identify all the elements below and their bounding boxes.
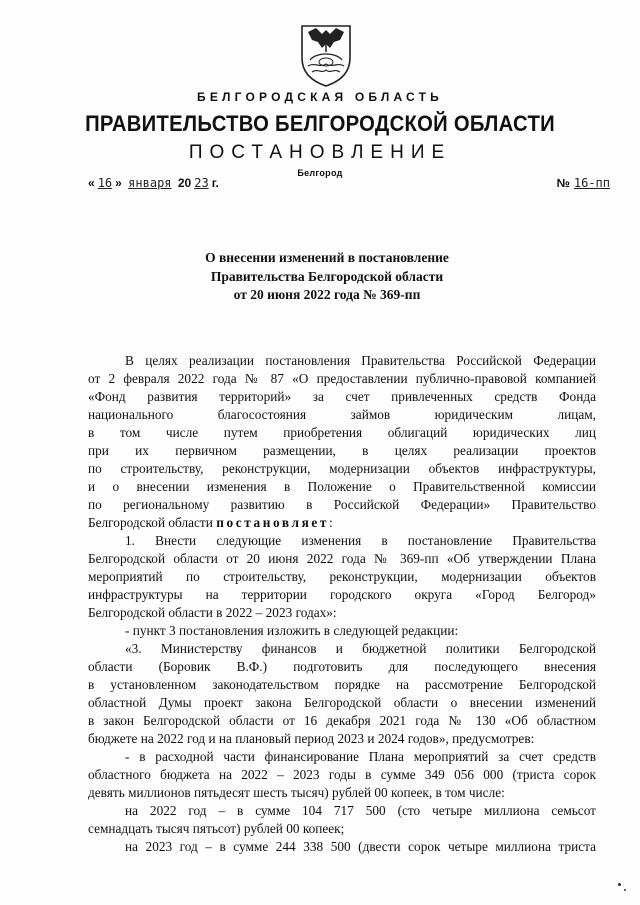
body-line: - в расходной части финансирование Плана мероприятий за счет средств: [125, 749, 596, 764]
city-name: Белгород: [297, 168, 343, 178]
subject-line: от 20 июня 2022 года № 369-пп: [233, 287, 421, 302]
body-line: - пункт 3 постановления изложить в следующей редакции:: [125, 623, 459, 638]
date-year-suffix: 23: [194, 176, 209, 190]
government-title: ПРАВИТЕЛЬСТВО БЕЛГОРОДСКОЙ ОБЛАСТИ: [85, 111, 555, 136]
resolves-word: постановляет: [216, 515, 330, 530]
date-year-prefix: 20: [177, 176, 192, 190]
document-date: [88, 176, 219, 190]
scan-speck: [624, 889, 626, 891]
document-body: [88, 352, 596, 856]
body-line: в том числе путем приобретения облигаций юридических лиц: [88, 425, 596, 440]
body-line: [88, 514, 596, 532]
body-line: девять миллионов пятьдесят шесть тысяч) рублей 00 копеек, в том числе:: [88, 785, 505, 800]
document-number: [556, 176, 610, 190]
body-line: «3. Министерству финансов и бюджетной политики Белгородской: [125, 641, 596, 656]
body-line: Белгородской области от 20 июня 2022 года № 369-пп «Об утверждении Плана: [88, 551, 596, 566]
date-month: января: [128, 176, 172, 190]
date-day: 16: [97, 176, 113, 190]
subject-line: О внесении изменений в постановление: [205, 250, 449, 265]
body-line: области (Боровик В.Ф.) подготовить для последующего внесения: [88, 659, 596, 674]
body-line: по региональному развитию в Российской Федерации» Правительство: [88, 497, 596, 512]
resolves-colon: :: [329, 515, 333, 530]
body-line: В целях реализации постановления Правительства Российской Федерации: [125, 353, 596, 368]
body-line: 1. Внести следующие изменения в постановление Правительства: [125, 533, 596, 548]
body-line: мероприятий по строительству, реконструкции, модернизации объектов: [88, 569, 596, 584]
number-value: 16-пп: [573, 176, 610, 190]
date-open-quote: «: [88, 176, 95, 190]
document-type: ПОСТАНОВЛЕНИЕ: [188, 142, 452, 163]
body-line: при их первичном размещении, в целях реализации проектов: [88, 443, 596, 458]
date-close-quote: »: [115, 176, 122, 190]
body-line: Белгородской области в 2022 – 2023 годах»:: [88, 605, 337, 620]
body-line: в установленном законодательством порядке на рассмотрение Белгородской: [88, 677, 596, 692]
document-subject: [0, 249, 640, 305]
body-line: бюджете на 2022 год и на плановый период 2023 и 2024 годов», предусмотрев:: [88, 731, 535, 746]
region-name: БЕЛГОРОДСКАЯ ОБЛАСТЬ: [197, 90, 443, 104]
scan-speck: [618, 883, 621, 886]
body-line: в закон Белгородской области от 16 декабря 2021 года № 130 «Об областном: [88, 713, 596, 728]
body-line: семнадцать тысяч пятьсот) рублей 00 копеек;: [88, 821, 345, 836]
body-line: от 2 февраля 2022 года № 87 «О предоставлении публично-правовой компанией: [88, 371, 596, 386]
body-line: и о внесении изменения в Положение о Правительственной комиссии: [88, 479, 596, 494]
body-line: «Фонд развития территорий» за счет привлеченных средств Фонда: [88, 389, 596, 404]
subject-line: Правительства Белгородской области: [210, 268, 444, 284]
body-line: на 2022 год – в сумме 104 717 500 (сто четыре миллиона семьсот: [125, 803, 596, 818]
body-line: областной Думы проект закона Белгородской области о внесении изменений: [88, 695, 596, 710]
body-line: областного бюджета на 2022 – 2023 годы в сумме 349 056 000 (триста сорок: [88, 767, 596, 782]
coat-of-arms-icon: [296, 22, 356, 88]
date-year-end: г.: [211, 176, 219, 190]
body-line: инфраструктуры на территории городского округа «Город Белгород»: [88, 587, 596, 602]
body-line: по строительству, реконструкции, модернизации объектов инфраструктуры,: [88, 461, 596, 476]
body-line-text: Белгородской области: [88, 515, 213, 530]
number-label: №: [556, 176, 570, 190]
body-line: национального благосостояния займов юридическим лицам,: [88, 407, 596, 422]
body-line: на 2023 год – в сумме 244 338 500 (двести сорок четыре миллиона триста: [125, 839, 596, 854]
